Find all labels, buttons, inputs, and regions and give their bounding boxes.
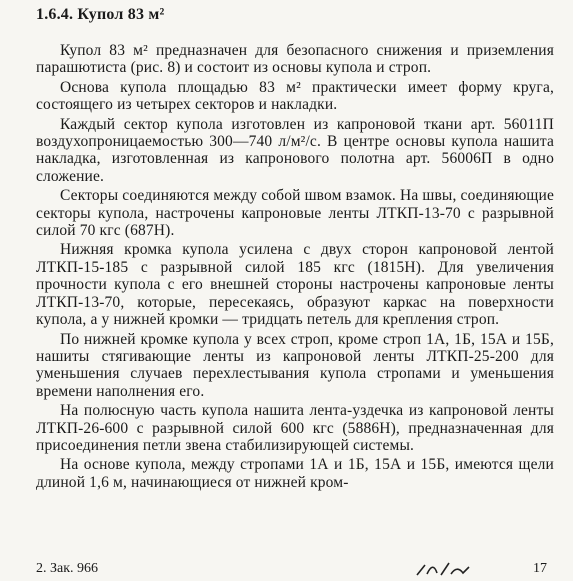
- paragraph-2: Основа купола площадью 83 м² практически имеет форму круга, состоящего из четырех секторов и накладки.: [36, 78, 554, 114]
- paragraph-5: Нижняя кромка купола усилена с двух сторон капроновой лентой ЛТКП-15-185 с разрывной силой 185 кгс (1815Н). Для увеличения прочности купола с его внешней стороны настрочены капроновые ленты ЛТКП-13-70, которые, пересекаясь, образуют каркас на поверхности купола, а у нижней кромки — тридцать петель для крепления строп.: [36, 241, 554, 329]
- pen-mark-icon: [415, 559, 475, 579]
- paragraph-8: На основе купола, между стропами 1А и 1Б, 15А и 15Б, имеются щели длиной 1,6 м, начинающиеся от нижней кром-: [36, 456, 554, 491]
- paragraph-3: Каждый сектор купола изготовлен из капроновой ткани арт. 56011П воздухопроницаемостью 300—740 л/м²/с. В центре основы купола нашита накладка, изготовленная из капронового полотна арт. 56006П в одно сложение.: [36, 115, 554, 185]
- section-heading: 1.6.4. Купол 83 м²: [36, 6, 165, 23]
- print-order-note: 2. Зак. 966: [36, 561, 99, 576]
- page-body: [36, 6, 554, 493]
- paragraph-6: По нижней кромке купола у всех строп, кроме строп 1А, 1Б, 15А и 15Б, нашиты стягивающие ленты из капроновой ленты ЛТКП-25-200 для уменьшения случаев перехлестывания купола стропами и уменьшения времени наполнения его.: [36, 330, 554, 400]
- paragraph-4: Секторы соединяются между собой швом взамок. На швы, соединяющие секторы купола, настрочены капроновые ленты ЛТКП-13-70 с разрывной силой 70 кгс (687Н).: [36, 187, 554, 240]
- paragraph-7: На полюсную часть купола нашита лента-уздечка из капроновой ленты ЛТКП-26-600 с разрывной силой 600 кгс (5886Н), предназначенная для присоединения петли звена стабилизирующей системы.: [36, 402, 554, 454]
- paragraph-1: Купол 83 м² предназначен для безопасного снижения и приземления парашютиста (рис. 8) и состоит из основы купола и строп.: [36, 42, 554, 77]
- page-number: 17: [533, 561, 547, 576]
